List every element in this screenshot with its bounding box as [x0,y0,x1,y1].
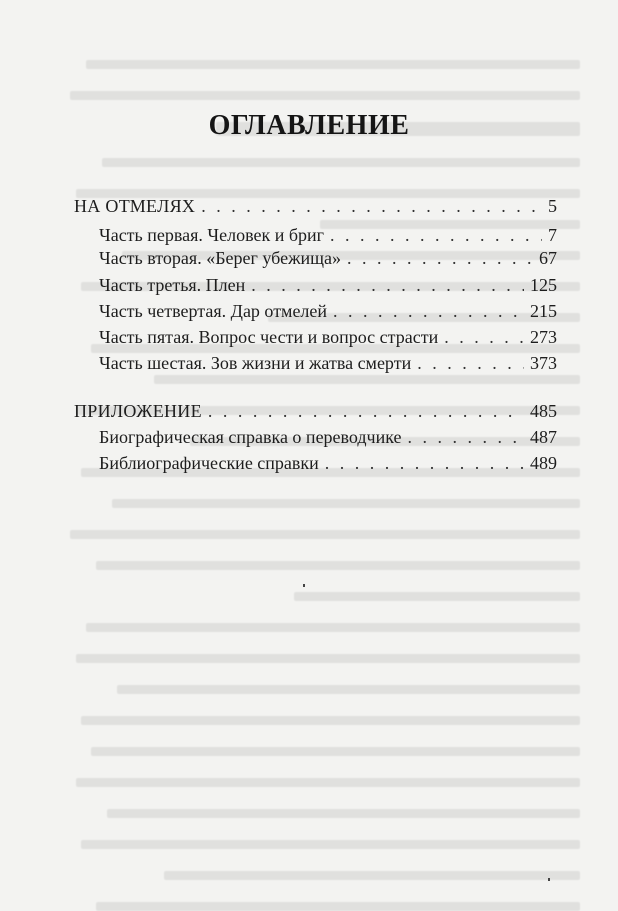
toc-page-number: 215 [530,301,557,321]
print-speck [548,878,550,881]
toc-page-number: 487 [530,427,557,447]
toc-page-number: 485 [530,401,557,421]
toc-entry-label: Часть пятая. Вопрос чести и вопрос страсти [99,327,439,347]
toc-leader-dots [347,244,533,272]
toc-section-entry[interactable] [74,397,557,425]
toc-leader-dots [333,297,524,325]
toc-entry-label: Часть шестая. Зов жизни и жатва смерти [99,353,412,373]
toc-entry-label: Библиографические справки [99,453,319,473]
toc-entry-label: Часть вторая. «Берег убежища» [99,248,341,268]
toc-entry[interactable] [99,323,557,351]
toc-entry[interactable] [99,349,557,377]
toc-entry-label: Часть третья. Плен [99,275,246,295]
toc-entry[interactable] [99,449,557,477]
toc-entry-label: Часть четвертая. Дар отмелей [99,301,328,321]
toc-entry[interactable] [99,244,557,272]
toc-entry[interactable] [99,423,557,451]
toc-page-number: 373 [530,353,557,373]
toc-entry-label: ПРИЛОЖЕНИЕ [74,401,202,421]
toc-leader-dots [251,271,524,299]
toc-page-number: 5 [548,196,557,216]
toc-page-number: 489 [530,453,557,473]
toc-entry-label: Биографическая справка о переводчике [99,427,402,447]
toc-entry-label: Часть первая. Человек и бриг [99,225,325,245]
toc-leader-dots [325,449,524,477]
toc-entry-label: НА ОТМЕЛЯХ [74,196,196,216]
toc-leader-dots [201,192,542,220]
toc-entry[interactable] [99,271,557,299]
toc-section-entry[interactable] [74,192,557,220]
toc-page-number: 7 [548,225,557,245]
toc-page-number: 125 [530,275,557,295]
toc-page-number: 273 [530,327,557,347]
toc-leader-dots [208,397,524,425]
toc-leader-dots [408,423,524,451]
toc-page-number: 67 [539,248,557,268]
toc-leader-dots [417,349,524,377]
toc-leader-dots [444,323,524,351]
print-speck [303,584,305,587]
page-title: ОГЛАВЛЕНИЕ [208,110,410,141]
toc-entry[interactable] [99,297,557,325]
